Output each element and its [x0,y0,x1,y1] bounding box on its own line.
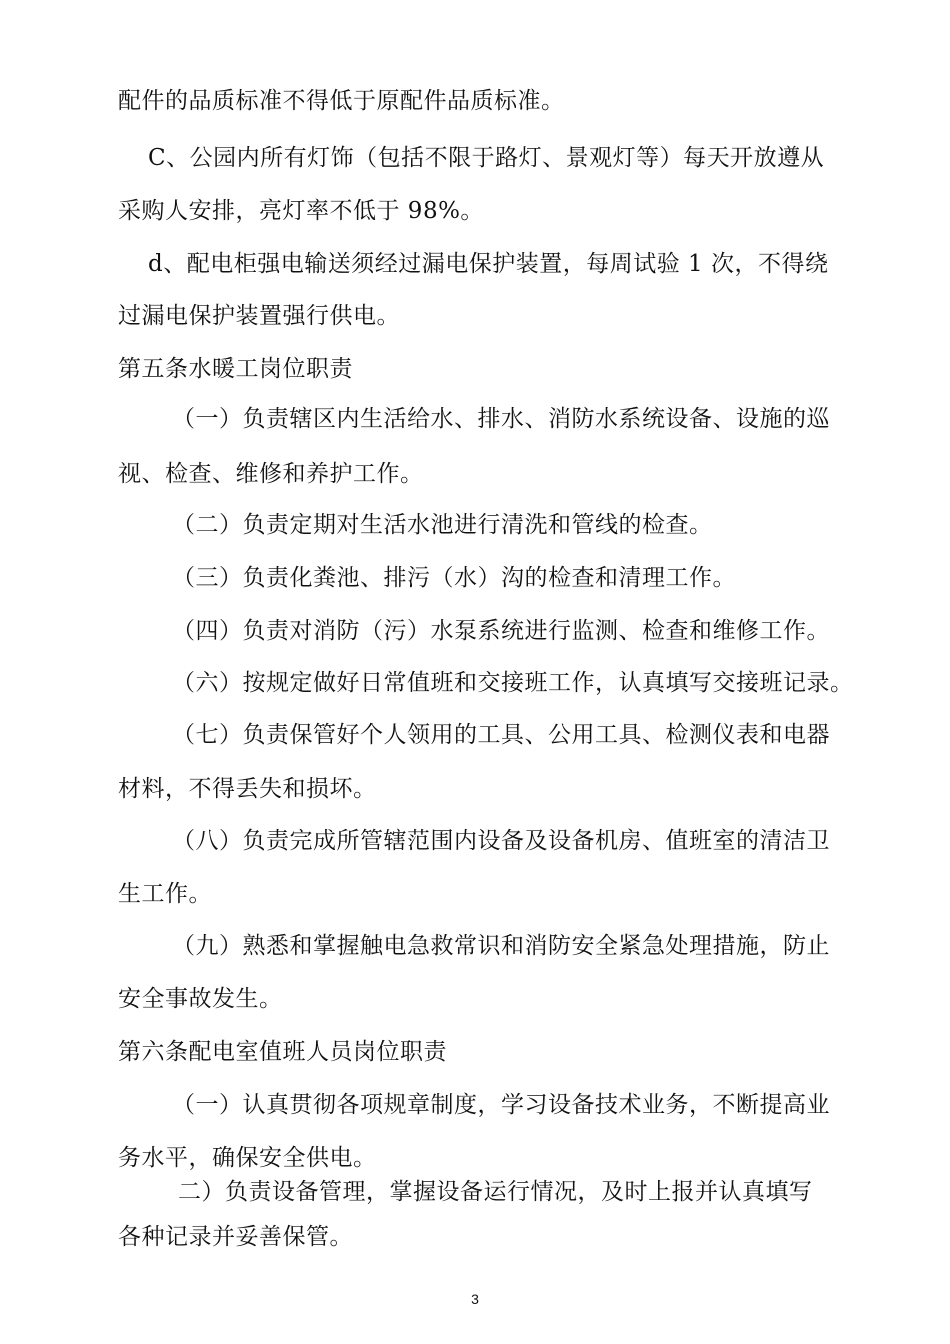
paragraph-line: 过漏电保护装置强行供电。 [118,303,400,329]
paragraph-line: 生工作。 [118,881,212,907]
paragraph-line: （八）负责完成所管辖范围内设备及设备机房、值班室的清洁卫 [172,828,830,854]
paragraph-line: d、配电柜强电输送须经过漏电保护装置，每周试验 1 次，不得绕 [148,251,829,277]
paragraph-line: 务水平，确保安全供电。 [118,1145,377,1171]
paragraph-line: （一）认真贯彻各项规章制度，学习设备技术业务，不断提高业 [172,1092,830,1118]
paragraph-line: （四）负责对消防（污）水泵系统进行监测、检查和维修工作。 [172,618,830,644]
paragraph-line: 二）负责设备管理，掌握设备运行情况，及时上报并认真填写 [178,1179,813,1205]
paragraph-line: 安全事故发生。 [118,986,283,1012]
paragraph-line: （七）负责保管好个人领用的工具、公用工具、检测仪表和电器 [172,722,830,748]
section-heading: 第六条配电室值班人员岗位职责 [118,1039,447,1065]
paragraph-line: （六）按规定做好日常值班和交接班工作，认真填写交接班记录。 [172,670,854,696]
section-heading: 第五条水暖工岗位职责 [118,356,353,382]
paragraph-line: （三）负责化粪池、排污（水）沟的检查和清理工作。 [172,565,736,591]
paragraph-line: （一）负责辖区内生活给水、排水、消防水系统设备、设施的巡 [172,406,830,432]
paragraph-line: 材料，不得丢失和损坏。 [118,776,377,802]
paragraph-line: C、公园内所有灯饰（包括不限于路灯、景观灯等）每天开放遵从 [148,145,825,171]
paragraph-line: 配件的品质标准不得低于原配件品质标准。 [118,88,565,114]
paragraph-line: （二）负责定期对生活水池进行清洗和管线的检查。 [172,512,713,538]
paragraph-line: 各种记录并妥善保管。 [118,1224,353,1250]
paragraph-line: （九）熟悉和掌握触电急救常识和消防安全紧急处理措施，防止 [172,933,830,959]
paragraph-line: 采购人安排，亮灯率不低于 98%。 [118,198,484,224]
paragraph-line: 视、检查、维修和养护工作。 [118,461,424,487]
page-number: 3 [471,1291,479,1307]
